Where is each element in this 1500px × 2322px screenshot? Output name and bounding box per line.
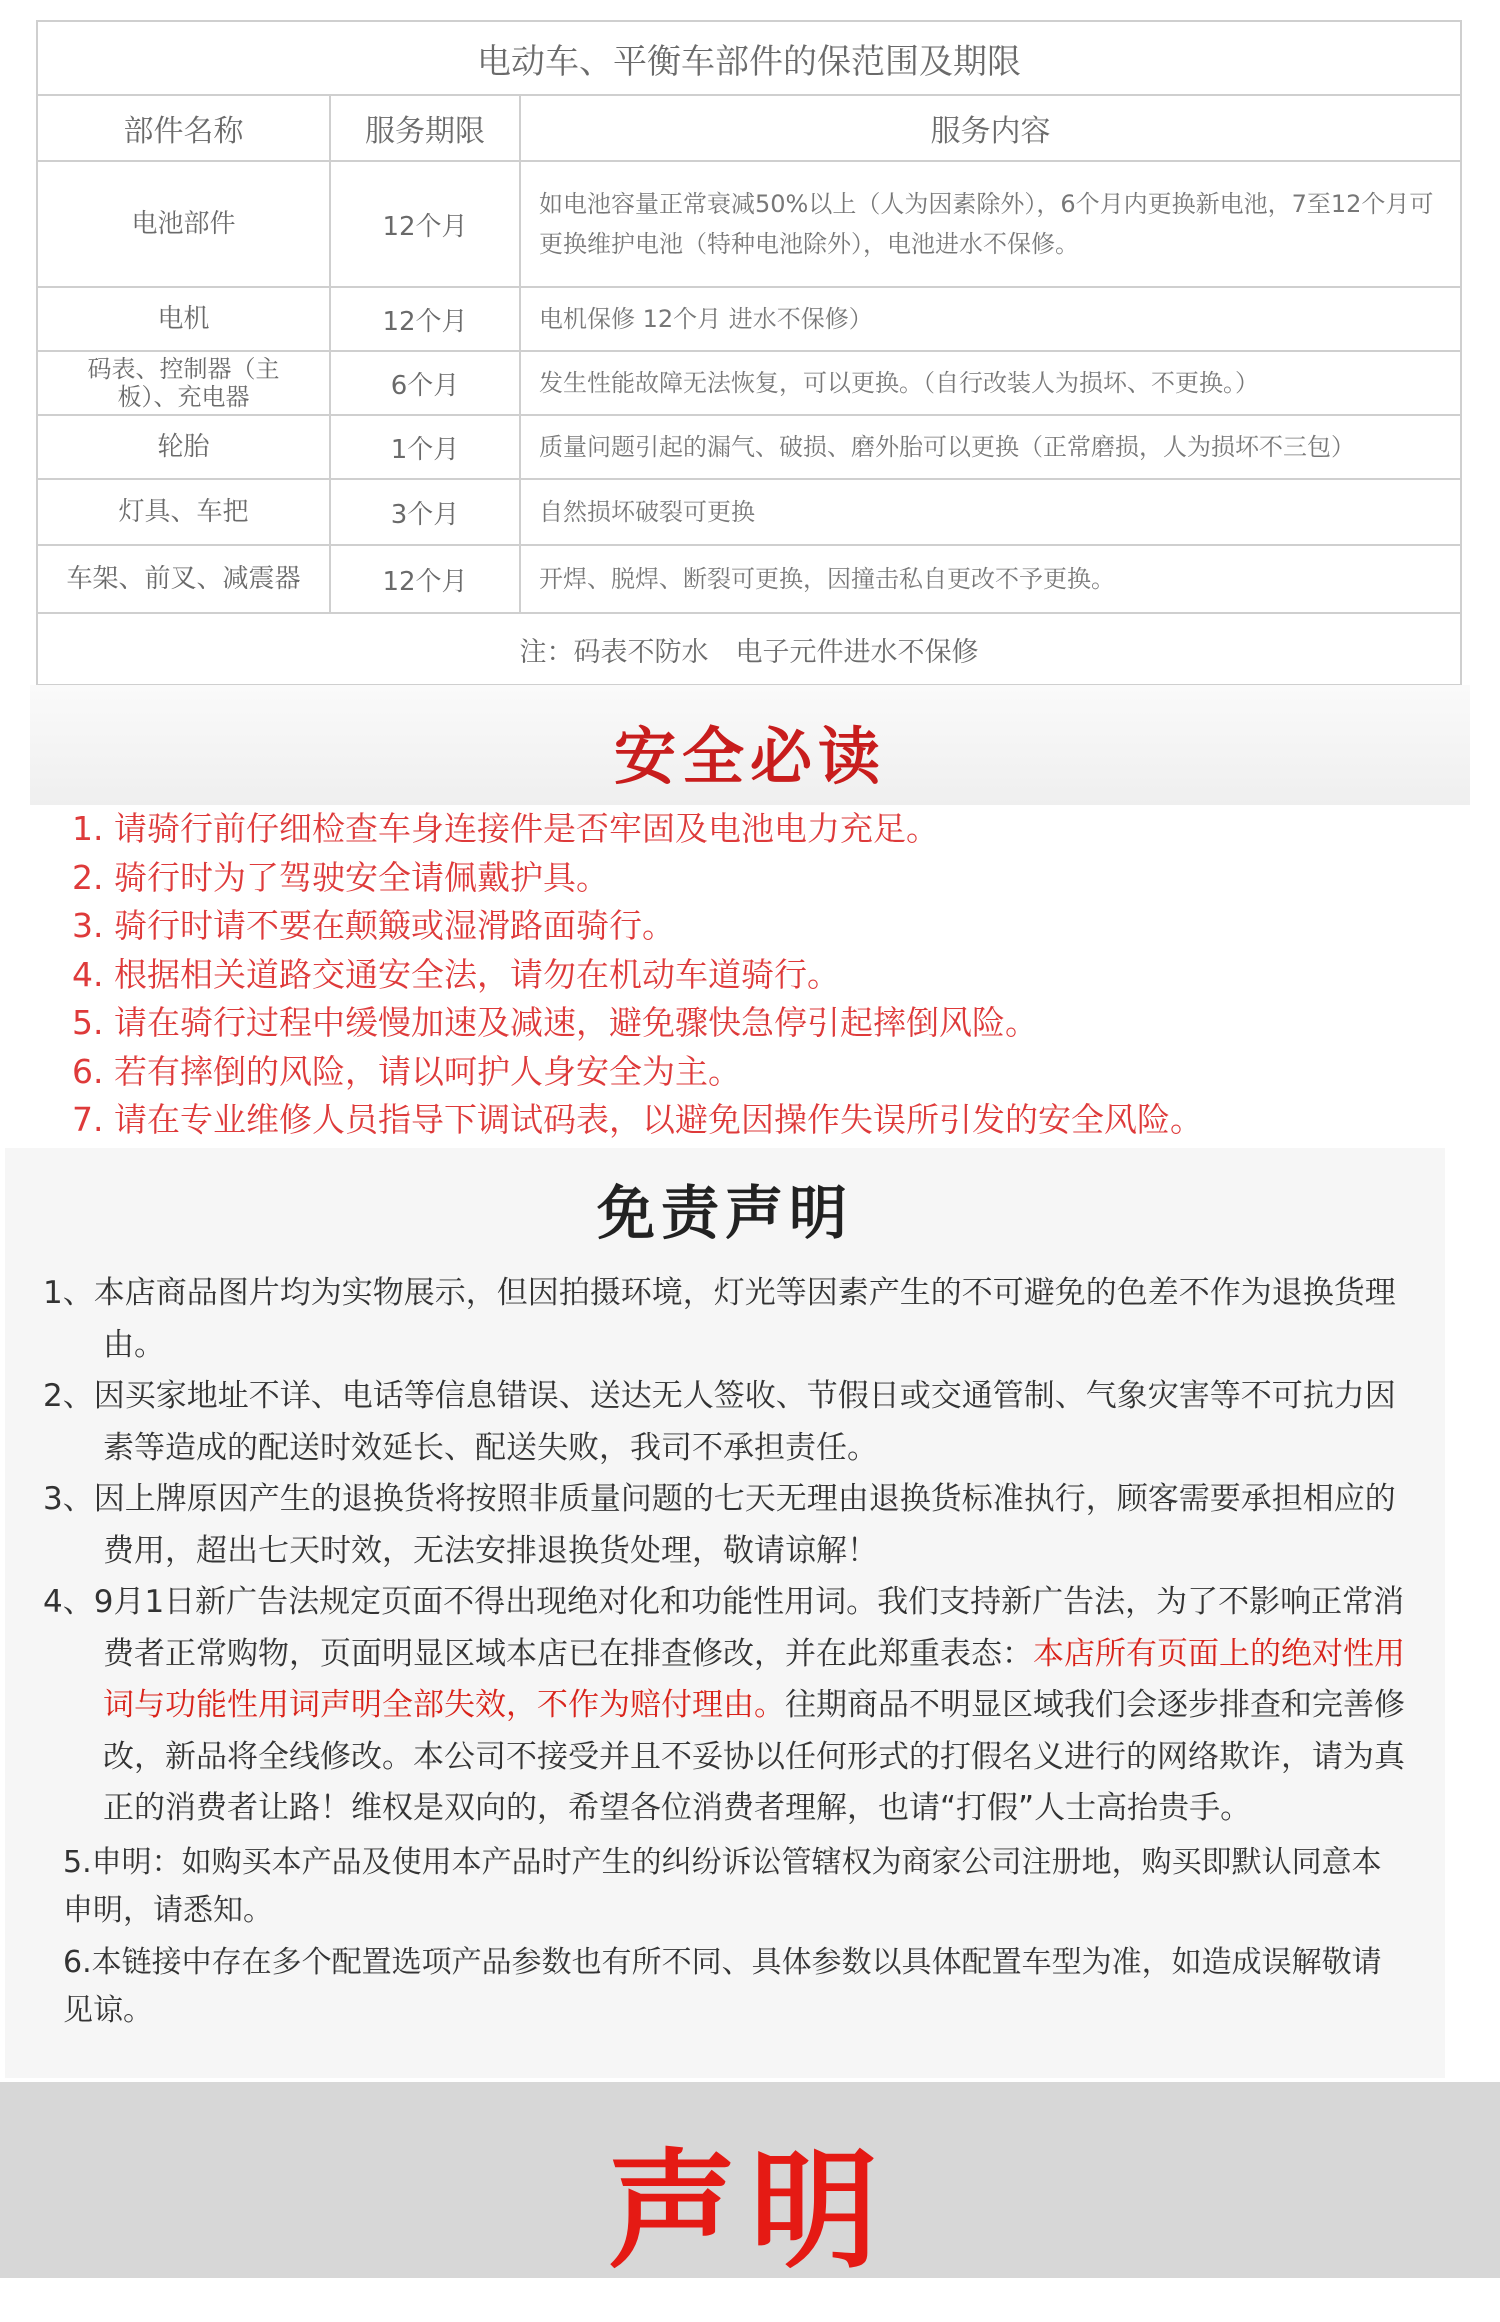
disclaimer-item-4-highlight: 本店所有页面上的绝对性用词与功能性用词声明全部失效，不作为赔付理由。 <box>103 1635 1405 1723</box>
statement-title: 声明 <box>607 2137 892 2286</box>
warranty-title: 电动车、平衡车部件的保范围及期限 <box>37 21 1461 95</box>
table-row <box>37 415 1461 479</box>
part-name: 轮胎 <box>37 415 330 479</box>
list-item: 7. 请在专业维修人员指导下调试码表，以避免因操作失误所引发的安全风险。 <box>72 1100 1203 1139</box>
statement-banner <box>0 2082 1500 2286</box>
disclaimer-item-5: 5.申明：如购买本产品及使用本产品时产生的纠纷诉讼管辖权为商家公司注册地，购买即默认同意本申明，请悉知。 <box>63 1844 1382 1928</box>
part-name: 电机 <box>37 287 330 351</box>
header-service-content: 服务内容 <box>520 95 1461 161</box>
disclaimer-section <box>5 1148 1445 2078</box>
service-content: 发生性能故障无法恢复，可以更换。（自行改装人为损坏、不更换。） <box>520 351 1461 415</box>
service-period: 3个月 <box>330 479 520 545</box>
list-item: 6. 若有摔倒的风险，请以呵护人身安全为主。 <box>72 1051 741 1091</box>
service-content: 如电池容量正常衰减50%以上（人为因素除外），6个月内更换新电池，7至12个月可更换维护电池（特种电池除外），电池进水不保修。 <box>520 161 1461 287</box>
list-item: 3. 骑行时请不要在颠簸或湿滑路面骑行。 <box>72 906 675 945</box>
list-item: 1. 请骑行前仔细检查车身连接件是否牢固及电池电力充足。 <box>72 809 939 848</box>
disclaimer-item-1: 1、本店商品图片均为实物展示，但因拍摄环境，灯光等因素产生的不可避免的色差不作为退换货理由。 <box>43 1275 1396 1363</box>
service-content: 电机保修 12个月 进水不保修） <box>520 287 1461 351</box>
service-period: 12个月 <box>330 545 520 613</box>
safety-title: 安全必读 <box>613 720 886 793</box>
table-row <box>37 161 1461 287</box>
list-item: 5. 请在骑行过程中缓慢加速及减速，避免骤快急停引起摔倒风险。 <box>72 1003 1038 1042</box>
disclaimer-item-2: 2、因买家地址不详、电话等信息错误、送达无人签收、节假日或交通管制、气象灾害等不可抗力因素等造成的配送时效延长、配送失败，我司不承担责任。 <box>43 1378 1396 1466</box>
service-period: 12个月 <box>330 287 520 351</box>
part-name: 车架、前叉、减震器 <box>37 545 330 613</box>
part-name: 电池部件 <box>37 161 330 287</box>
disclaimer-item-4-text-end: 往期商品不明显区域我们会逐步排查和完善修改，新品将全线修改。本公司不接受并且不妥协以任何形式的打假名义进行的网络欺诈，请为真正的消费者让路！维权是双向的，希望各位消费者理解，也请“打假”人士高抬贵手。 <box>103 1687 1405 1826</box>
table-row <box>37 287 1461 351</box>
warranty-note: 注：码表不防水 电子元件进水不保修 <box>37 613 1461 685</box>
service-content: 自然损坏破裂可更换 <box>520 479 1461 545</box>
disclaimer-item-4-text: 4、9月1日新广告法规定页面不得出现绝对化和功能性用词。我们支持新广告法，为了不影响正常消费者正常购物，页面明显区域本店已在排查修改，并在此郑重表态： <box>43 1584 1405 1672</box>
service-content: 开焊、脱焊、断裂可更换，因撞击私自更改不予更换。 <box>520 545 1461 613</box>
disclaimer-body <box>5 1246 1445 2035</box>
safety-title-band <box>30 685 1470 805</box>
service-content: 质量问题引起的漏气、破损、磨外胎可以更换（正常磨损，人为损坏不三包） <box>520 415 1461 479</box>
disclaimer-item-6: 6.本链接中存在多个配置选项产品参数也有所不同、具体参数以具体配置车型为准，如造成误解敬请见谅。 <box>63 1944 1382 2028</box>
header-service-period: 服务期限 <box>330 95 520 161</box>
list-item: 4. 根据相关道路交通安全法，请勿在机动车道骑行。 <box>72 954 840 994</box>
disclaimer-title: 免责声明 <box>596 1179 853 1247</box>
service-period: 6个月 <box>330 351 520 415</box>
safety-list <box>30 805 1470 1145</box>
disclaimer-item-3: 3、因上牌原因产生的退换货将按照非质量问题的七天无理由退换货标准执行，顾客需要承担相应的费用，超出七天时效，无法安排退换货处理，敬请谅解！ <box>43 1481 1396 1569</box>
list-item: 2. 骑行时为了驾驶安全请佩戴护具。 <box>72 857 609 897</box>
table-row <box>37 479 1461 545</box>
service-period: 1个月 <box>330 415 520 479</box>
warranty-table-section <box>36 20 1460 686</box>
part-name: 码表、控制器（主板）、充电器 <box>37 351 330 415</box>
safety-section <box>30 685 1470 1145</box>
warranty-table <box>36 20 1462 686</box>
table-row <box>37 351 1461 415</box>
disclaimer-item-4 <box>43 1577 1405 1835</box>
header-part-name: 部件名称 <box>37 95 330 161</box>
part-name: 灯具、车把 <box>37 479 330 545</box>
table-row <box>37 545 1461 613</box>
service-period: 12个月 <box>330 161 520 287</box>
